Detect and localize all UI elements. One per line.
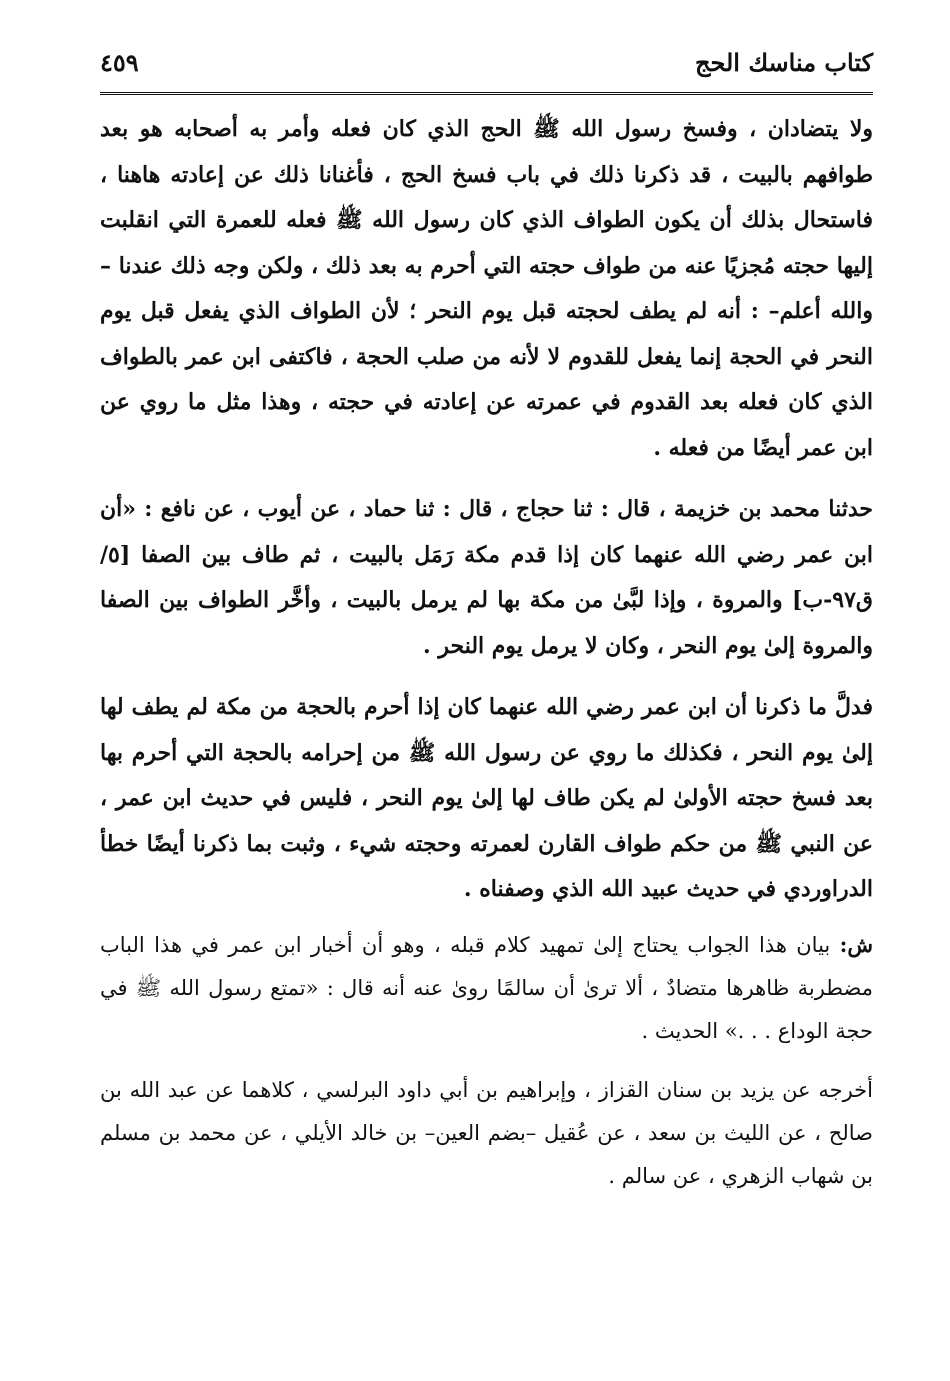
explanation-text: بيان هذا الجواب يحتاج إلىٰ تمهيد كلام قبله ، وهو أن أخبار ابن عمر في هذا الباب مضطربة ظاهرها متضادٌ ، ألا ترىٰ أن سالمًا روىٰ عنه أنه قال : «تمتع رسول الله ﷺ في حجة الوداع . . .» الحديث . (100, 932, 873, 1043)
paragraph-hadith-chain: حدثنا محمد بن خزيمة ، قال : ثنا حجاج ، قال : ثنا حماد ، عن أيوب ، عن نافع : «أن ابن عمر رضي الله عنهما كان إذا قدم مكة رَمَل بالبيت ، ثم طاف بين الصفا [٥/ ق٩٧-ب] والمروة ، وإذا لبَّىٰ من مكة بها لم يرمل بالبيت ، وأخَّر الطواف بين الصفا والمروة إلىٰ يوم النحر ، وكان لا يرمل يوم النحر . (100, 496, 873, 659)
running-title: كتاب مناسك الحج (695, 48, 873, 77)
explanation-label: ش: (839, 931, 873, 957)
paragraph-explanation (100, 923, 873, 1053)
paragraph-takhrij: أخرجه عن يزيد بن سنان القزاز ، وإبراهيم بن أبي داود البرلسي ، كلاهما عن عبد الله بن صالح ، عن الليث بن سعد ، عن عُقيل –بضم العين– بن خالد الأيلي ، عن محمد بن مسلم بن شهاب الزهري ، عن سالم . (100, 1077, 873, 1188)
paragraph-commentary-2: فدلَّ ما ذكرنا أن ابن عمر رضي الله عنهما كان إذا أحرم بالحجة من مكة لم يطف لها إلىٰ يوم النحر ، فكذلك ما روي عن رسول الله ﷺ من إحرامه بالحجة التي أحرم بها بعد فسخ حجته الأولىٰ لم يكن طاف لها إلىٰ يوم النحر ، فليس في حديث ابن عمر ، عن النبي ﷺ من حكم طواف القارن لعمرته وحجته شيء ، وثبت بما ذكرنا أيضًا خطأ الدراوردي في حديث عبيد الله الذي وصفناه . (100, 694, 873, 902)
paragraph-commentary-1: ولا يتضادان ، وفسخ رسول الله ﷺ الحج الذي كان فعله وأمر به أصحابه هو بعد طوافهم بالبيت ، قد ذكرنا ذلك في باب فسخ الحج ، فأغنانا ذلك عن إعادته هاهنا ، فاستحال بذلك أن يكون الطواف الذي كان رسول الله ﷺ فعله للعمرة التي انقلبت إليها حجته مُجزيًا عنه من طواف حجته التي أحرم به بعد ذلك ، ولكن وجه ذلك عندنا –والله أعلم– : أنه لم يطف لحجته قبل يوم النحر ؛ لأن الطواف الذي يفعل قبل يوم النحر في الحجة إنما يفعل للقدوم لا لأنه من صلب الحجة ، فاكتفى ابن عمر بالطواف الذي كان فعله بعد القدوم في عمرته عن إعادته في حجته ، وهذا مثل ما روي عن ابن عمر أيضًا من فعله . (100, 116, 873, 461)
page-body (100, 107, 873, 1198)
book-page (100, 38, 873, 1198)
running-header (100, 38, 873, 95)
page-number: ٤٥٩ (100, 48, 139, 77)
